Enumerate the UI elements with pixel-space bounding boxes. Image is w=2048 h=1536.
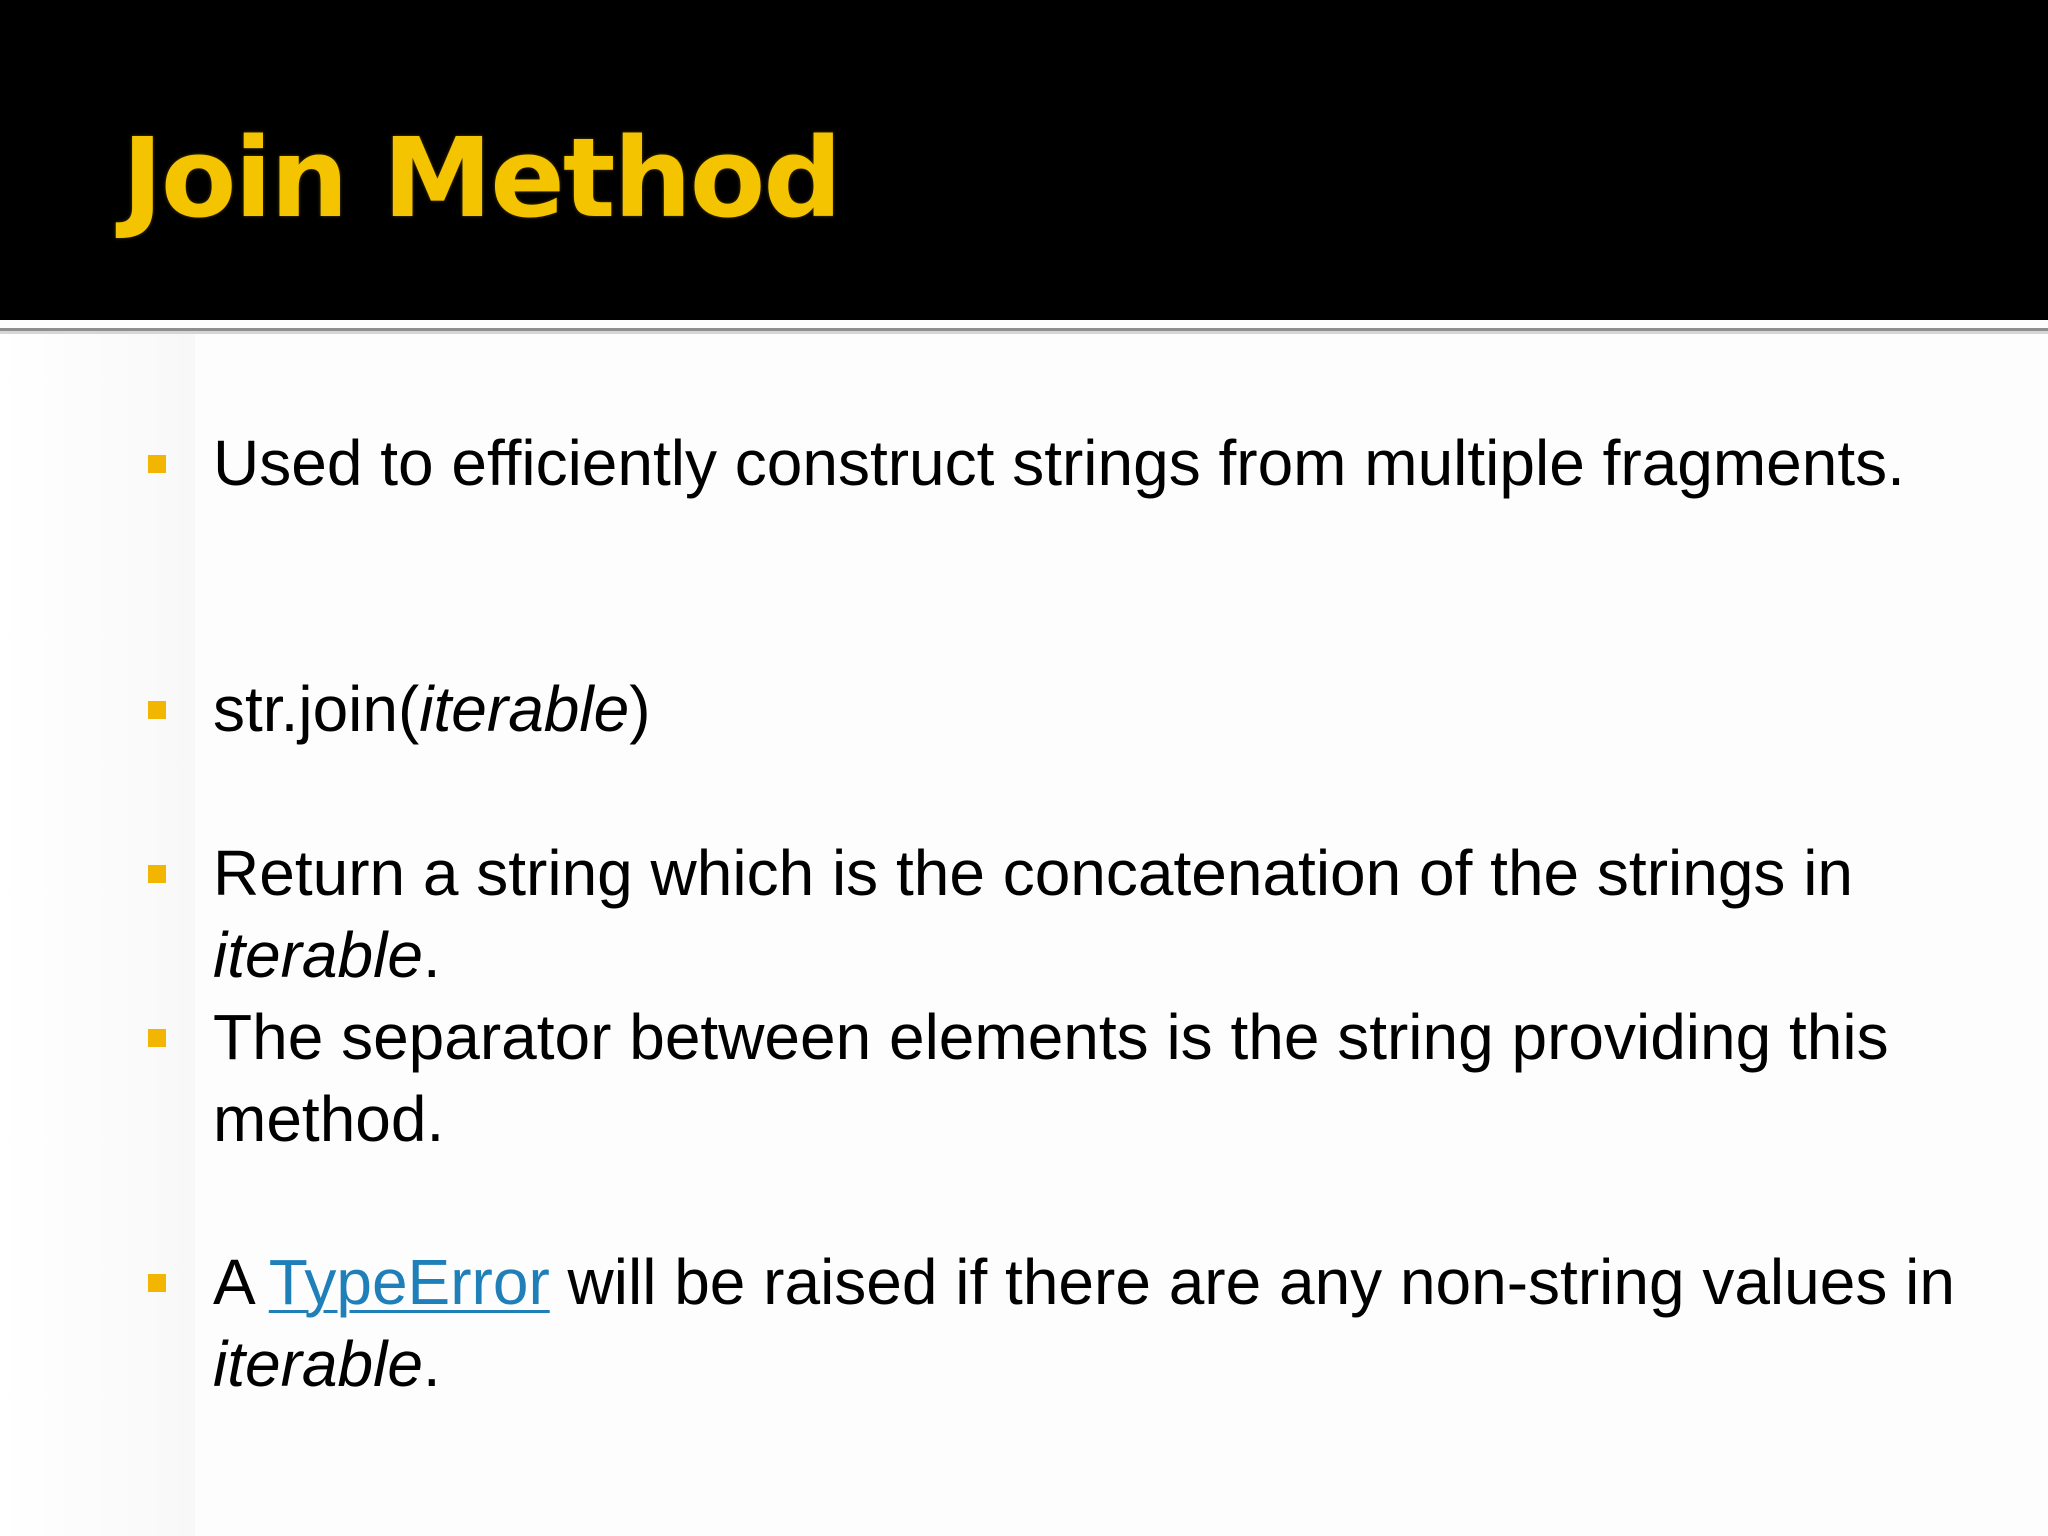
bullet-suffix: . xyxy=(422,1328,441,1400)
bullet-emphasis: iterable xyxy=(213,919,423,991)
bullet-square-icon xyxy=(148,455,166,473)
bullet-item xyxy=(213,832,1973,996)
bullet-prefix: A xyxy=(213,1246,269,1318)
bullet-item xyxy=(213,668,1973,750)
bullet-text: Used to efficiently construct strings from multiple fragments. xyxy=(213,427,1905,499)
bullet-middle-text: will be raised if there are any non-string values in xyxy=(549,1246,1955,1318)
bullet-text: The separator between elements is the string providing this method. xyxy=(213,1001,1889,1155)
bullet-text xyxy=(213,832,1973,996)
slide-title: Join Method xyxy=(122,114,841,242)
bullet-text xyxy=(213,1241,1973,1405)
code-suffix: ) xyxy=(629,673,651,745)
bullet-text xyxy=(213,668,1973,750)
bullet-item xyxy=(213,422,1973,504)
code-parameter: iterable xyxy=(419,673,630,745)
bullet-square-icon xyxy=(148,1029,166,1047)
bullet-emphasis: iterable xyxy=(213,1328,423,1400)
bullet-item xyxy=(213,1241,1973,1405)
bullet-square-icon xyxy=(148,701,166,719)
bullet-main-text: Return a string which is the concatenation of the strings in xyxy=(213,837,1853,909)
code-prefix: str.join( xyxy=(213,673,420,745)
bullet-item xyxy=(213,996,1973,1160)
bullet-square-icon xyxy=(148,865,166,883)
typeerror-link[interactable]: TypeError xyxy=(268,1246,550,1318)
bullet-square-icon xyxy=(148,1274,166,1292)
bullet-suffix: . xyxy=(422,919,441,991)
